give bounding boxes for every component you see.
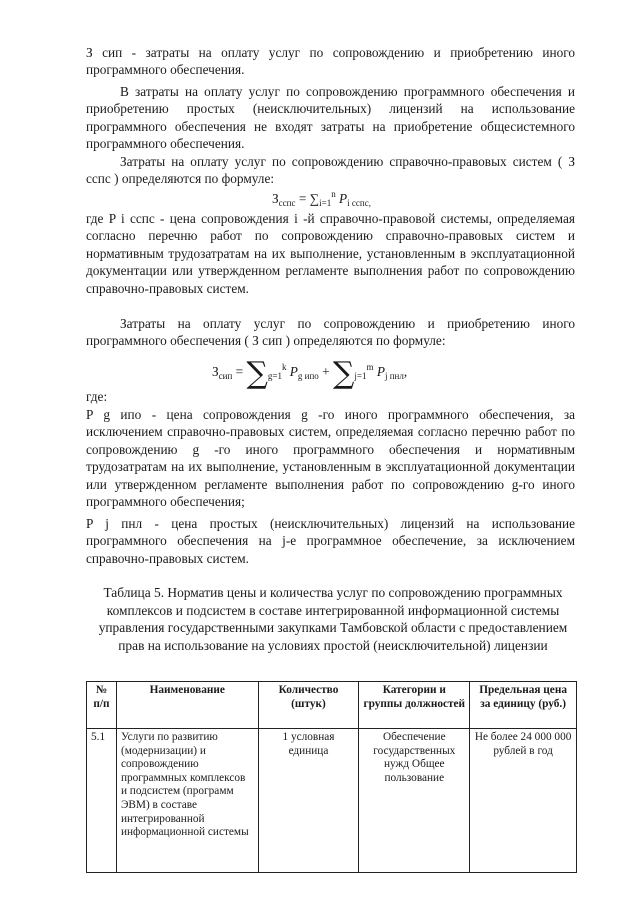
cell-name: Услуги по развитию (модернизации) и сопровождению программных комплексов и подсистем (программ ЭВМ) в составе интегрированной информационной системы xyxy=(116,729,258,873)
formula-term1: P xyxy=(289,364,298,379)
formula-sps xyxy=(272,189,371,208)
formula-sum-symbol: ∑ xyxy=(246,356,268,391)
formula-plus: + xyxy=(322,364,330,379)
formula-sip xyxy=(212,356,407,391)
paragraph-text: где P i сспс - цена сопровождения i -й справочно-правовой системы, определяемая согласно перечню работ по сопровождению справочно-правовых систем и нормативным трудозатратам на их выполнение, установленным в эксплуатационной документации или утвержденном регламенте выполнения работ по сопровождению справочно-правовых систем. xyxy=(86,211,575,296)
formula-sum1-to: k xyxy=(281,362,287,372)
paragraph-sps-costs xyxy=(86,153,575,188)
formula-lhs: З xyxy=(272,191,279,206)
formula-sum-to: n xyxy=(331,189,336,199)
formula-sum-from: i=1 xyxy=(319,198,332,208)
norm-table xyxy=(86,681,577,873)
formula-eq: = xyxy=(298,191,307,206)
formula-lhs: З xyxy=(212,364,219,379)
formula-sum2-to: m xyxy=(366,362,374,372)
formula-term2-sub: j пнл xyxy=(384,371,404,381)
header-category: Категории и группы должностей xyxy=(359,682,470,729)
header-num: № п/п xyxy=(87,682,117,729)
table-header-row xyxy=(87,682,577,729)
cell-category: Обеспечение государственных нужд Общее пользование xyxy=(359,729,470,873)
paragraph-text: P g ипо - цена сопровождения g -го иного программного обеспечения, за исключением справочно-правовых систем, определяемая согласно перечню работ по сопровождению g -го иного программного обеспечения и нормативным трудозатратам на их выполнение, установленным в эксплуатационной документации или утвержденном регламенте выполнения работ по сопровождению g-го иного программного обеспечения; xyxy=(86,407,575,510)
cell-qty: 1 условная единица xyxy=(258,729,359,873)
paragraph-text: где: xyxy=(86,389,108,404)
formula-sum2-from: j=1 xyxy=(354,371,367,381)
formula-eq: = xyxy=(235,364,244,379)
paragraph-text: Затраты на оплату услуг по сопровождению справочно-правовых систем ( З сспс ) определяются по формуле: xyxy=(86,154,575,187)
header-name: Наименование xyxy=(116,682,258,729)
formula-term1-sub: g ипо xyxy=(297,371,319,381)
table-title: Таблица 5. Норматив цены и количества услуг по сопровождению программных комплексов и подсистем в составе интегрированной информационной системы управления государственными закупками Тамбовской области с предоставлением прав на использование на условиях простой (неисключительной) лицензии xyxy=(98,585,568,653)
formula-end: , xyxy=(403,364,408,379)
formula-sum1-from: g=1 xyxy=(267,371,282,381)
formula-term: P xyxy=(339,191,348,206)
formula-sum: ∑ xyxy=(309,191,320,206)
table-row xyxy=(87,729,577,873)
paragraph-pg-definition xyxy=(86,406,575,510)
header-price: Предельная цена за единицу (руб.) xyxy=(470,682,577,729)
formula-term2: P xyxy=(376,364,385,379)
paragraph-where xyxy=(86,388,575,405)
paragraph-text: Затраты на оплату услуг по сопровождению и приобретению иного программного обеспечения ( З сип ) определяются по формуле: xyxy=(86,316,575,349)
formula-term-sub: i сспс, xyxy=(347,198,371,208)
paragraph-text: З сип - затраты на оплату услуг по сопровождению и приобретению иного программного обеспечения. xyxy=(86,45,575,78)
paragraph-text: В затраты на оплату услуг по сопровождению программного обеспечения и приобретению простых (неисключительных) лицензий на использование программного обеспечения не входят затраты на приобретение общесистемного программного обеспечения. xyxy=(86,84,575,152)
formula-sum-symbol: ∑ xyxy=(332,356,355,391)
cell-price: Не более 24 000 000 рублей в год xyxy=(470,729,577,873)
paragraph-pj-definition xyxy=(86,515,575,567)
cell-num: 5.1 xyxy=(87,729,117,873)
formula-lhs-sub: сип xyxy=(218,371,233,381)
paragraph-zsip-definition xyxy=(86,44,575,79)
paragraph-sip-costs xyxy=(86,315,575,350)
header-qty: Количество (штук) xyxy=(258,682,359,729)
paragraph-exclusion xyxy=(86,83,575,153)
paragraph-pi-definition xyxy=(86,210,575,297)
formula-lhs-sub: сспс xyxy=(278,198,296,208)
paragraph-text: P j пнл - цена простых (неисключительных) лицензий на использование программного обеспечения на j-е программное обеспечение, за исключением справочно-правовых систем. xyxy=(86,516,575,566)
